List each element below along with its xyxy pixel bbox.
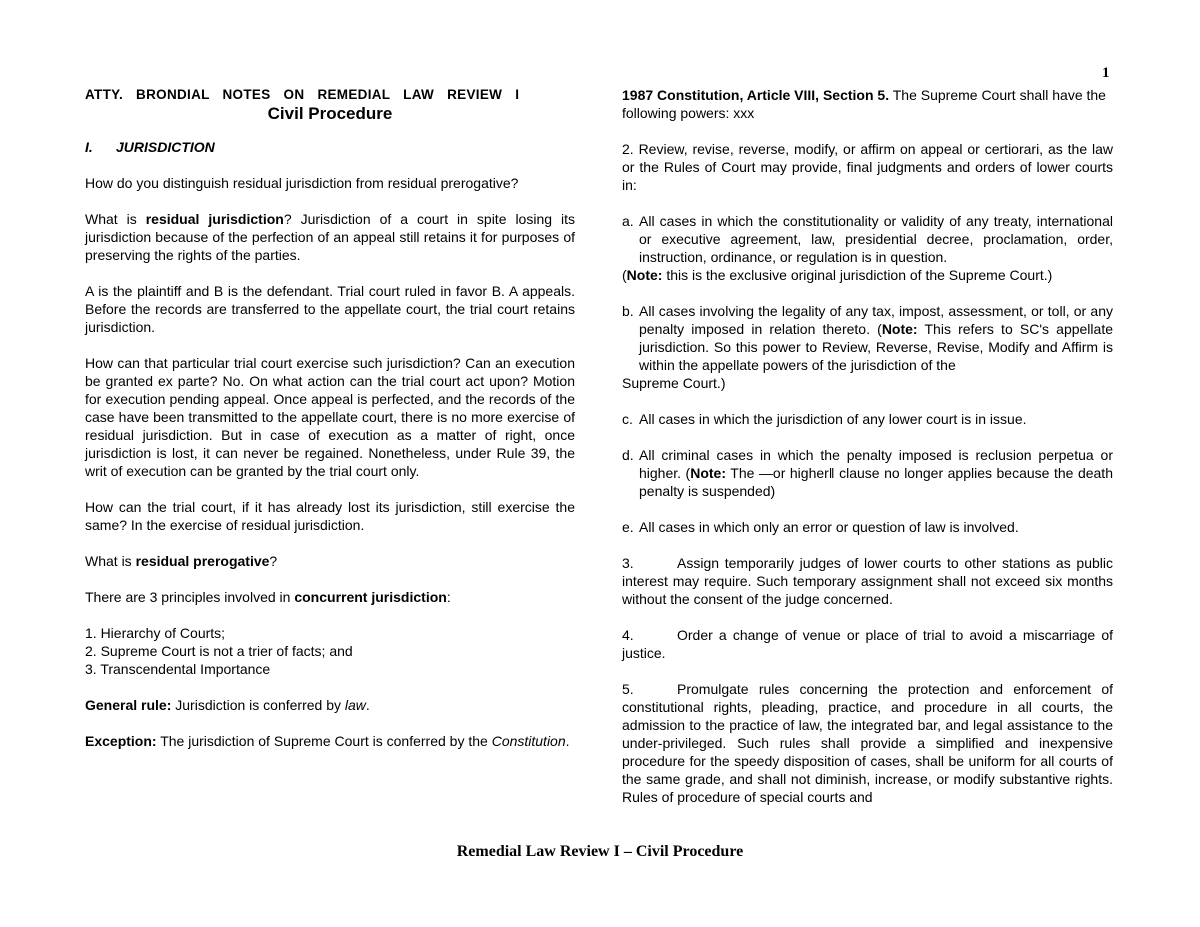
- execution-paragraph: How can that particular trial court exercise such jurisdiction? Can an execution be granted ex parte? No. On what action can the trial court act upon? Motion for execution pending appeal. Once appeal is perfected, and the records of the case have been transmitted to the appellate court, there is no more exercise of residual jurisdiction. But in case of execution as a matter of right, once jurisdiction is lost, it can never be regained. Nonetheless, under Rule 39, the writ of execution can be granted by the trial court only.: [85, 355, 575, 479]
- list-item: 3. Transcendental Importance: [85, 661, 271, 677]
- list-item-a: a. All cases in which the constitutionality or validity of any treaty, international or executive agreement, law, presidential decree, proclamation, order, instruction, ordinance, or regulation is in question.: [622, 213, 1113, 265]
- list-item: 2. Supreme Court is not a trier of facts; and: [85, 643, 353, 659]
- term-residual-jurisdiction: residual jurisdiction: [145, 211, 284, 227]
- exception: Exception: The jurisdiction of Supreme Court is conferred by the Constitution.: [85, 733, 570, 749]
- lost-jurisdiction-paragraph: How can the trial court, if it has already lost its jurisdiction, still exercise the same? In the exercise of residual jurisdiction.: [85, 499, 575, 533]
- question-distinguish: How do you distinguish residual jurisdiction from residual prerogative?: [85, 175, 519, 191]
- left-column: [85, 86, 575, 768]
- term-residual-prerogative: residual prerogative: [135, 553, 270, 569]
- example-paragraph: A is the plaintiff and B is the defendant. Trial court ruled in favor B. A appeals. Before the records are transferred to the appellate court, the trial court retains jurisdiction.: [85, 283, 575, 335]
- section-heading: [85, 138, 575, 156]
- list-item-c: c. All cases in which the jurisdiction of any lower court is in issue.: [622, 411, 1027, 427]
- page-footer: Remedial Law Review I – Civil Procedure: [456, 843, 744, 860]
- power-4: 4. Order a change of venue or place of trial to avoid a miscarriage of justice.: [622, 627, 1113, 661]
- power-2-intro: 2. Review, revise, reverse, modify, or affirm on appeal or certiorari, as the law or the Rules of Court may provide, final judgments and orders of lower courts in:: [622, 141, 1113, 193]
- list-item-b: b. All cases involving the legality of any tax, impost, assessment, or toll, or any penalty imposed in relation thereto. (Note: This refers to SC's appellate jurisdiction. So this power to Review, Reverse, Revise, Modify and Affirm is within the appellate powers of the jurisdiction of the: [622, 303, 1113, 373]
- concurrent-jurisdiction-intro: There are 3 principles involved in concurrent jurisdiction:: [85, 589, 451, 605]
- right-column: [622, 86, 1113, 824]
- power-5: 5. Promulgate rules concerning the protection and enforcement of constitutional rights, pleading, practice, and procedure in all courts, the admission to the practice of law, the integrated bar, and legal assistance to the under-privileged. Such rules shall provide a simplified and inexpensive procedure for the speedy disposition of cases, shall be uniform for all courts of the same grade, and shall not diminish, increase, or modify substantive rights. Rules of procedure of special courts and: [622, 681, 1113, 805]
- power-3: 3. Assign temporarily judges of lower courts to other stations as public interest may require. Such temporary assignment shall not exceed six months without the consent of the judge concerned.: [622, 555, 1113, 607]
- principles-list: [85, 624, 575, 678]
- section-number: I.: [85, 139, 93, 155]
- list-item-e: e. All cases in which only an error or question of law is involved.: [622, 519, 1019, 535]
- general-rule: General rule: Jurisdiction is conferred by law.: [85, 697, 370, 713]
- page-number: 1: [1102, 65, 1110, 81]
- constitution-heading: 1987 Constitution, Article VIII, Section 5. The Supreme Court shall have the following powers: xxx: [622, 87, 1106, 121]
- residual-prerogative-question: What is residual prerogative?: [85, 553, 278, 569]
- section-title: JURISDICTION: [116, 139, 215, 155]
- list-item-b-tail: Supreme Court.): [622, 375, 726, 391]
- document-title: ATTY. BRONDIAL NOTES ON REMEDIAL LAW REVIEW I: [85, 87, 520, 102]
- residual-jurisdiction-paragraph: What is residual jurisdiction? Jurisdiction of a court in spite losing its jurisdiction because of the perfection of an appeal still retains it for purposes of preserving the rights of the parties.: [85, 211, 575, 263]
- document-subtitle: Civil Procedure: [267, 104, 393, 123]
- list-item-d: d. All criminal cases in which the penalty imposed is reclusion perpetua or higher. (Note: The ―or higher‖ clause no longer applies because the death penalty is suspended): [622, 447, 1113, 499]
- list-item: 1. Hierarchy of Courts;: [85, 625, 226, 641]
- note-a: (Note: this is the exclusive original jurisdiction of the Supreme Court.): [622, 267, 1053, 283]
- term-concurrent-jurisdiction: concurrent jurisdiction: [294, 589, 447, 605]
